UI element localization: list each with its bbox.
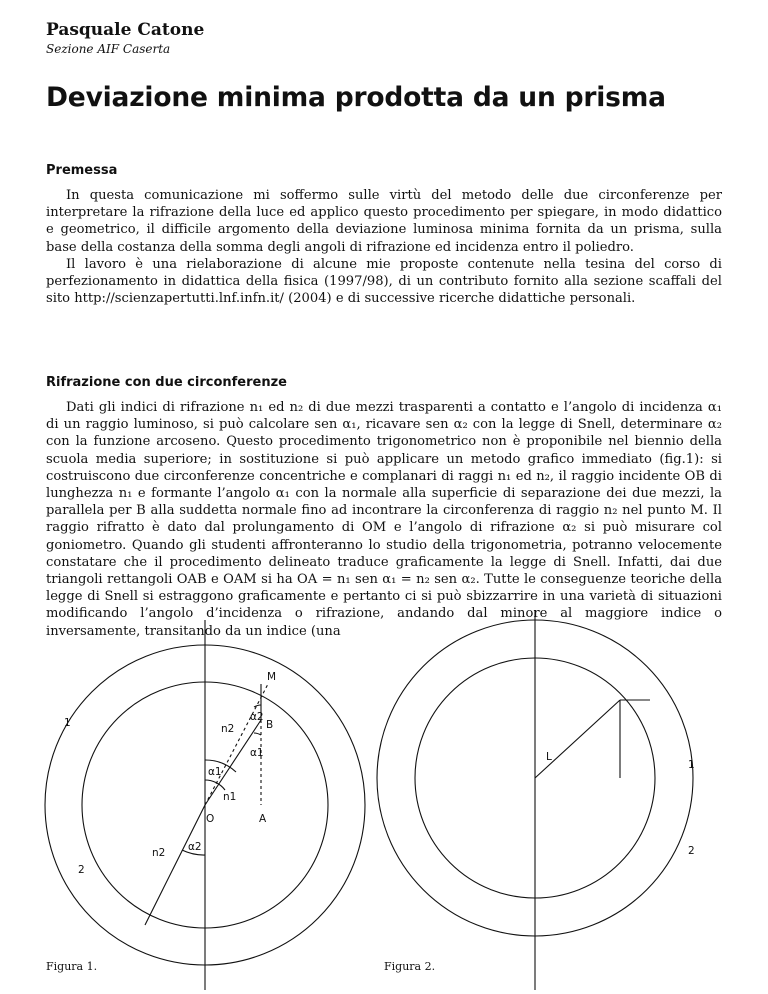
- angle-arc-alpha1-b: [254, 733, 261, 735]
- label-alpha2-bottom: α2: [188, 841, 202, 853]
- label-alpha2-top: α2: [250, 711, 264, 723]
- label-B: B: [266, 719, 274, 731]
- label-M: M: [267, 671, 277, 683]
- figure-2-diagram: [377, 610, 693, 990]
- label-fig2-medium-1: 1: [688, 759, 695, 771]
- figure-2-caption: Figura 2.: [384, 960, 436, 973]
- label-n2-lower: n2: [152, 847, 166, 859]
- paragraph: Il lavoro è una rielaborazione di alcune mie proposte contenute nella tesina del corso di perfezionamento in didattica della fisica (1997/98), di un contributo fornito alla sezione scaffali del sito http://scienzapertutti.lnf.infn.it/ (2004) e di successive ricerche didattiche personali.: [46, 256, 722, 307]
- section-heading-rifrazione: Rifrazione con due circonferenze: [46, 375, 287, 390]
- label-A: A: [259, 813, 267, 825]
- label-n2-upper: n2: [221, 723, 235, 735]
- ray-OM-extension: [205, 684, 268, 805]
- label-n1: n1: [223, 791, 237, 803]
- paragraph: Dati gli indici di rifrazione n₁ ed n₂ di due mezzi trasparenti a contatto e l’angolo di incidenza α₁ di un raggio luminoso, si può calcolare sen α₁, ricavare sen α₂ con la legge di Snell, determinare α₂ con la funzione arcoseno. Questo procedimento trigonometrico non è proponibile nel biennio della scuola media superiore; in sostituzione si può applicare un metodo grafico immediato (fig.1): si costruiscono due circonferenze concentriche e complanari di raggi n₁ ed n₂, il raggio incidente OB di lunghezza n₁ e formante l’angolo α₁ con la normale alla superficie di separazione dei due mezzi, la parallela per B alla suddetta normale fino ad incontrare la circonferenza di raggio n₂ nel punto M. Il raggio rifratto è dato dal prolungamento di OM e l’angolo di rifrazione α₂ si può misurare col goniometro. Quando gli studenti affronteranno lo studio della trigonometria, potranno velocemente constatare che il procedimento delineato traduce graficamente la legge di Snell. Infatti, dai due triangoli rettangoli OAB e OAM si ha OA = n₁ sen α₁ = n₂ sen α₂. Tutte le conseguenze teoriche della legge di Snell si estraggono graficamente e pertanto ci si può sbizzarrire in una varietà di situazioni modificando l’angolo d’incidenza o rifrazione, andando dal minore al maggiore indice o inversamente, transitando da un indice (una: [46, 400, 722, 639]
- label-alpha1-right: α1: [250, 747, 264, 759]
- paper-title: Deviazione minima prodotta da un prisma: [46, 82, 666, 113]
- label-fig2-medium-2: 2: [688, 845, 695, 857]
- refracted-ray-lower: [145, 805, 205, 925]
- label-O: O: [206, 813, 215, 825]
- label-medium-1: 1: [64, 717, 71, 729]
- angle-arc-alpha2: [254, 705, 261, 707]
- author-name: Pasquale Catone: [46, 20, 205, 40]
- incident-ray: [535, 700, 620, 778]
- section-heading-premessa: Premessa: [46, 163, 118, 178]
- author-affiliation: Sezione AIF Caserta: [46, 42, 171, 56]
- figure-1-caption: Figura 1.: [46, 960, 98, 973]
- label-alpha1-left: α1: [208, 766, 222, 778]
- label-L: L: [546, 751, 552, 763]
- label-medium-2: 2: [78, 864, 85, 876]
- paragraph: In questa comunicazione mi soffermo sulle virtù del metodo delle due circonferenze per interpretare la rifrazione della luce ed applico questo procedimento per spiegare, in modo didattico e geometrico, il difficile argomento della deviazione luminosa minima fornita da un prisma, sulla base della costanza della somma degli angoli di rifrazione ed incidenza entro il poliedro.: [46, 188, 722, 255]
- angle-arc-n1: [205, 780, 225, 790]
